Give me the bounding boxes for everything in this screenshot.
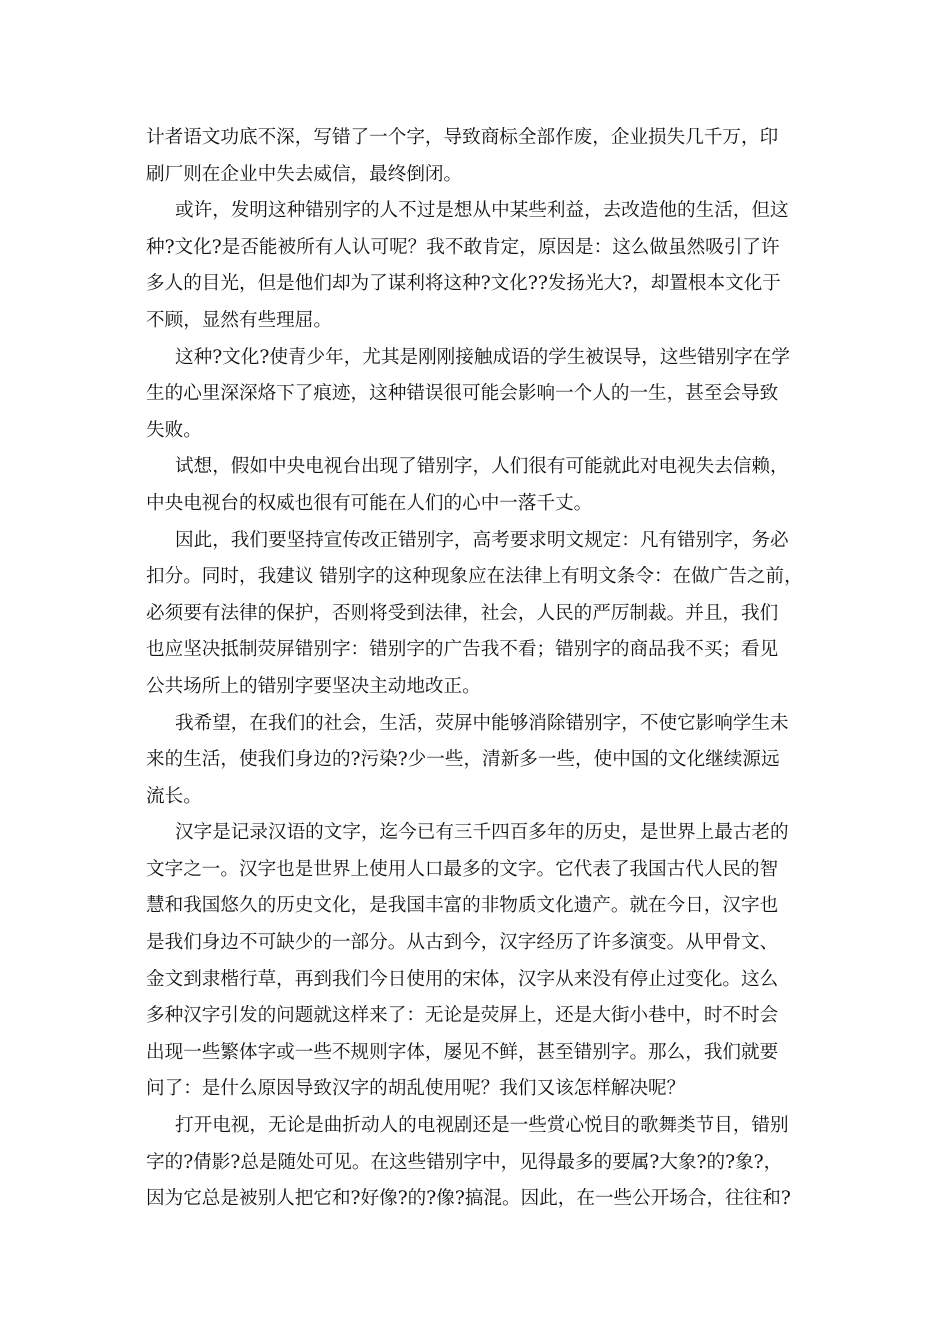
paragraph-first-line: 这种?文化?使青少年，尤其是刚刚接触成语的学生被误导，这些错别字在学 (175, 346, 790, 368)
text-line: 问了：是什么原因导致汉字的胡乱使用呢？我们又该怎样解决呢？ (146, 1078, 686, 1100)
text-line: 生的心里深深烙下了痕迹，这种错误很可能会影响一个人的一生，甚至会导致 (146, 383, 779, 405)
text-line: 字的?倩影?总是随处可见。在这些错别字中，见得最多的要属?大象?的?象?， (146, 1151, 783, 1173)
text-line: 多人的目光，但是他们却为了谋利将这种?文化??发扬光大?，却置根本文化于 (146, 273, 781, 295)
text-line: 是我们身边不可缺少的一部分。从古到今，汉字经历了许多演变。从甲骨文、 (146, 932, 779, 954)
text-line: 出现一些繁体字或一些不规则字体，屡见不鲜，甚至错别字。那么，我们就要 (146, 1041, 779, 1063)
text-line: 也应坚决抵制荧屏错别字：错别字的广告我不看；错别字的商品我不买；看见 (146, 639, 779, 661)
text-line: 不顾，显然有些理屈。 (146, 309, 332, 331)
text-line: 慧和我国悠久的历史文化，是我国丰富的非物质文化遗产。就在今日，汉字也 (146, 895, 779, 917)
paragraph-first-line: 打开电视，无论是曲折动人的电视剧还是一些赏心悦目的歌舞类节目，错别 (175, 1115, 789, 1137)
text-line: 计者语文功底不深，写错了一个字，导致商标全部作废，企业损失几千万，印 (146, 127, 779, 148)
text-line: 种?文化?是否能被所有人认可呢？我不敢肯定，原因是：这么做虽然吸引了许 (146, 236, 780, 258)
text-line: 必须要有法律的保护，否则将受到法律，社会，人民的严厉制裁。并且，我们 (146, 602, 779, 624)
text-line: 多种汉字引发的问题就这样来了：无论是荧屏上，还是大街小巷中，时不时会 (146, 1005, 779, 1027)
body-text (146, 120, 811, 1218)
paragraph-first-line: 或许，发明这种错别字的人不过是想从中某些利益，去改造他的生活，但这 (175, 200, 789, 222)
text-line: 扣分。同时，我建议 错别字的这种现象应在法律上有明文条令：在做广告之前， (146, 566, 803, 588)
paragraph-first-line: 我希望，在我们的社会，生活，荧屏中能够消除错别字，不使它影响学生未 (175, 712, 789, 734)
text-line: 流长。 (146, 785, 202, 807)
text-line: 来的生活，使我们身边的?污染?少一些，清新多一些，使中国的文化继续源远 (146, 749, 780, 771)
text-line: 公共场所上的错别字要坚决主动地改正。 (146, 675, 481, 697)
text-line: 刷厂则在企业中失去威信，最终倒闭。 (146, 163, 463, 185)
text-line: 因为它总是被别人把它和?好像?的?像?搞混。因此，在一些公开场合，往往和? (146, 1188, 791, 1210)
text-line: 文字之一。汉字也是世界上使用人口最多的文字。它代表了我国古代人民的智 (146, 858, 779, 880)
text-line: 中央电视台的权威也很有可能在人们的心中一落千丈。 (146, 492, 593, 514)
text-line: 金文到隶楷行草，再到我们今日使用的宋体，汉字从来没有停止过变化。这么 (146, 968, 779, 990)
text-line: 失败。 (146, 419, 202, 441)
paragraph-first-line: 试想，假如中央电视台出现了错别字，人们很有可能就此对电视失去信赖， (175, 456, 789, 478)
paragraph-first-line: 汉字是记录汉语的文字，迄今已有三千四百多年的历史，是世界上最古老的 (175, 822, 789, 844)
paragraph-first-line: 因此，我们要坚持宣传改正错别字，高考要求明文规定：凡有错别字，务必 (175, 529, 789, 551)
